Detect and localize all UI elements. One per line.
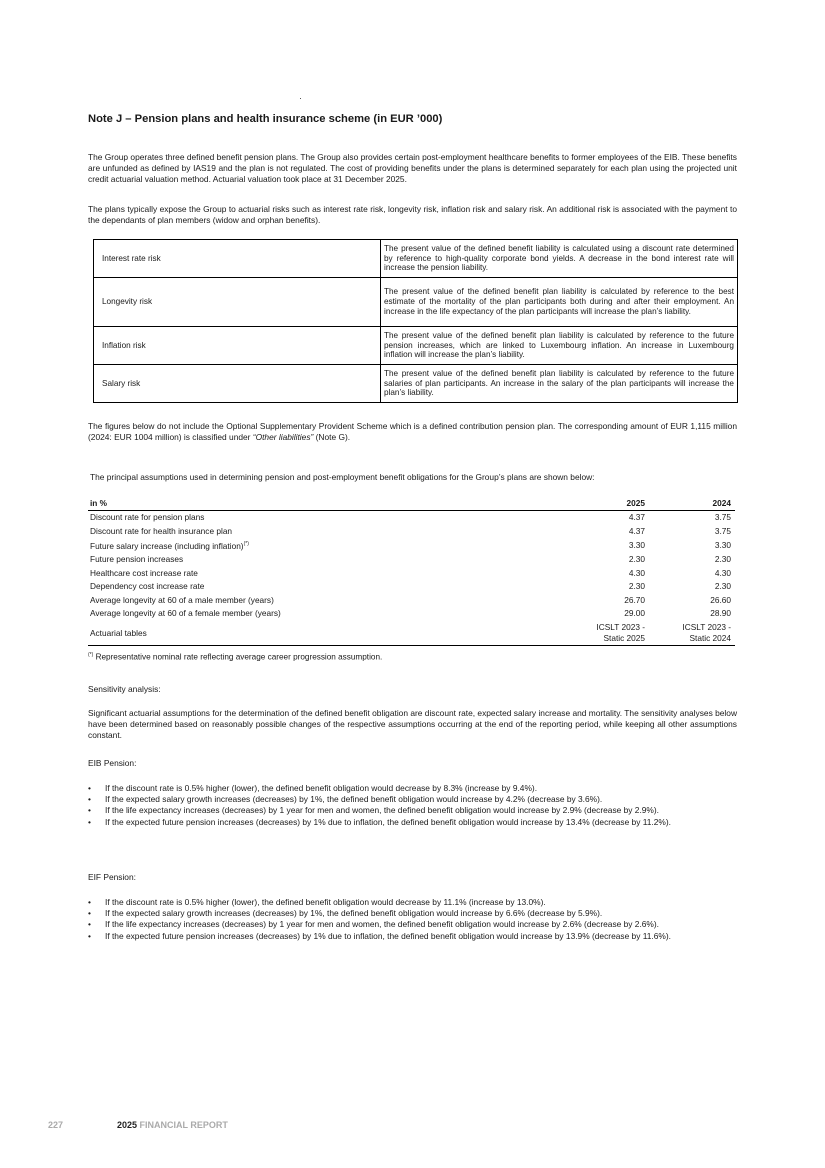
intro-paragraph-1: The Group operates three defined benefit pension plans. The Group also provides certain post-employment healthcare benefits to former employees of the EIB. These benefits are unfunded as defined by IAS19 and the plan is not regulated. The cost of providing benefits under the plans is determined separately for each plan using the projected unit credit actuarial valuation method. Actuarial valuation took place at 31 December 2025. [88,152,737,185]
value-2025: 2.30 [628,581,645,592]
list-item: • If the discount rate is 0.5% higher (lower), the defined benefit obligation would decrease by 8.3% (increase by 9.4%). [88,783,737,794]
list-item: • If the expected salary growth increases (decreases) by 1%, the defined benefit obligation would increase by 6.6% (decrease by 5.9%). [88,908,737,919]
assumptions-intro: The principal assumptions used in determining pension and post-employment benefit obligations for the Group’s plans are shown below: [90,472,595,482]
risk-name: Inflation risk [94,327,381,365]
page-number: 227 [48,1120,64,1130]
value-2025: 4.37 [628,512,645,523]
row-label: Future pension increases [90,554,184,565]
risk-description: The present value of the defined benefit plan liability is calculated by reference to the best estimate of the mortality of the plan participants both during and after their employment. An increase in the life expectancy of the plan participants will increase the plan’s liability. [381,278,738,327]
row-label-text: Future salary increase (including inflation) [90,540,244,551]
footnote-ref: (*) [243,541,249,548]
risk-name: Interest rate risk [94,240,381,278]
risk-row [94,365,738,403]
col-header-label: in % [88,497,563,511]
table-row [88,511,735,525]
value-2025: 4.30 [628,567,645,578]
sensitivity-heading: Sensitivity analysis: [88,684,161,694]
table-row [88,538,735,553]
col-header-2024: 2024 [649,497,735,511]
table-row [88,580,735,593]
table-row [88,525,735,538]
value-2025: 3.30 [628,540,645,551]
sensitivity-intro: Significant actuarial assumptions for the determination of the defined benefit obligation are discount rate, expected salary increase and mortality. The sensitivity analyses below have been determined based on reasonably possible changes of the respective assumptions occurring at the end of the reporting period, while keeping all other assumptions constant. [88,708,737,741]
table-row [88,594,735,607]
other-liabilities-ref: “Other liabilities” [252,432,314,443]
figures-paragraph [88,421,737,443]
risk-name: Longevity risk [94,278,381,327]
value-2025 [563,620,649,646]
risk-description: The present value of the defined benefit liability is calculated using a discount rate determined by reference to high-quality corporate bond yields. A decrease in the bond interest rate will increase the pension liability. [381,240,738,278]
figures-text: The figures below do not include the Optional Supplementary Provident Scheme which is a defined contribution pension plan. The corresponding amount of EUR 1,115 million (2024: EUR 1004 million) is classified under [88,421,737,443]
note-title: Note J – Pension plans and health insurance scheme (in EUR ’000) [88,113,443,125]
row-label: Dependency cost increase rate [90,581,205,592]
table-row [88,607,735,620]
eif-pension-heading: EIF Pension: [88,872,136,882]
risk-description: The present value of the defined benefit plan liability is calculated by reference to the future salaries of plan participants. An increase in the salary of the plan participants will increase the plan’s liability. [381,365,738,403]
figures-text-end: (Note G). [313,432,351,443]
value-2025-line1: ICSLT 2023 - [596,622,645,633]
eib-sensitivity-list [88,783,737,828]
value-2024: 2.30 [714,554,731,565]
row-label: Actuarial tables [88,620,563,646]
value-2025: 4.37 [628,525,645,536]
row-label: Discount rate for pension plans [90,512,205,523]
value-2024: 28.90 [710,608,731,619]
value-2024-line2: Static 2024 [689,632,731,643]
risk-row [94,278,738,327]
col-header-2025: 2025 [563,497,649,511]
value-2025: 2.30 [628,554,645,565]
list-item: • If the discount rate is 0.5% higher (lower), the defined benefit obligation would decrease by 11.1% (increase by 13.0%). [88,897,737,908]
risk-name: Salary risk [94,365,381,403]
risk-row [94,327,738,365]
value-2024: 4.30 [714,567,731,578]
value-2024 [649,620,735,646]
assumptions-table [88,497,735,646]
value-2025: 29.00 [624,608,645,619]
table-row [88,620,735,646]
list-item: • If the expected future pension increases (decreases) by 1% due to inflation, the defined benefit obligation would increase by 13.9% (decrease by 11.6%). [88,931,737,942]
row-label: Discount rate for health insurance plan [90,525,233,536]
list-item: • If the expected salary growth increases (decreases) by 1%, the defined benefit obligation would increase by 4.2% (decrease by 3.6%). [88,794,737,805]
table-row [88,567,735,580]
list-item: • If the life expectancy increases (decreases) by 1 year for men and women, the defined benefit obligation would increase by 2.9% (decrease by 2.9%). [88,805,737,816]
value-2025-line2: Static 2025 [603,632,645,643]
table-row [88,553,735,566]
footnote-text: Representative nominal rate reflecting average career progression assumption. [95,652,383,662]
report-footer [117,1120,228,1130]
row-label [88,538,563,553]
value-2024: 2.30 [714,581,731,592]
value-2024: 26.60 [710,594,731,605]
row-label: Average longevity at 60 of a female member (years) [90,608,281,619]
list-item: • If the expected future pension increases (decreases) by 1% due to inflation, the defined benefit obligation would increase by 13.4% (decrease by 11.2%). [88,817,737,828]
eib-pension-heading: EIB Pension: [88,758,137,768]
report-year: 2025 [117,1120,138,1130]
value-2024: 3.30 [714,540,731,551]
eif-sensitivity-list [88,897,737,942]
value-2024: 3.75 [714,525,731,536]
row-label: Average longevity at 60 of a male member (years) [90,594,274,605]
value-2025: 26.70 [624,594,645,605]
report-label: FINANCIAL REPORT [139,1120,228,1130]
list-item: • If the life expectancy increases (decreases) by 1 year for men and women, the defined benefit obligation would increase by 2.6% (decrease by 2.6%). [88,919,737,930]
intro-paragraph-2: The plans typically expose the Group to actuarial risks such as interest rate risk, longevity risk, inflation risk and salary risk. An additional risk is associated with the payment to the dependants of plan members (widow and orphan benefits). [88,204,737,226]
value-2024-line1: ICSLT 2023 - [682,622,731,633]
stray-dot [300,98,301,99]
row-label: Healthcare cost increase rate [90,567,198,578]
value-2024: 3.75 [714,512,731,523]
risk-description: The present value of the defined benefit plan liability is calculated by reference to the future pension increases, which are linked to Luxembourg inflation. An increase in Luxembourg inflation will increase the plan’s liability. [381,327,738,365]
table-footnote [88,652,382,662]
footnote-mark: (*) [88,652,94,658]
risk-table [93,239,738,403]
risk-row [94,240,738,278]
assumptions-header-row [88,497,735,511]
